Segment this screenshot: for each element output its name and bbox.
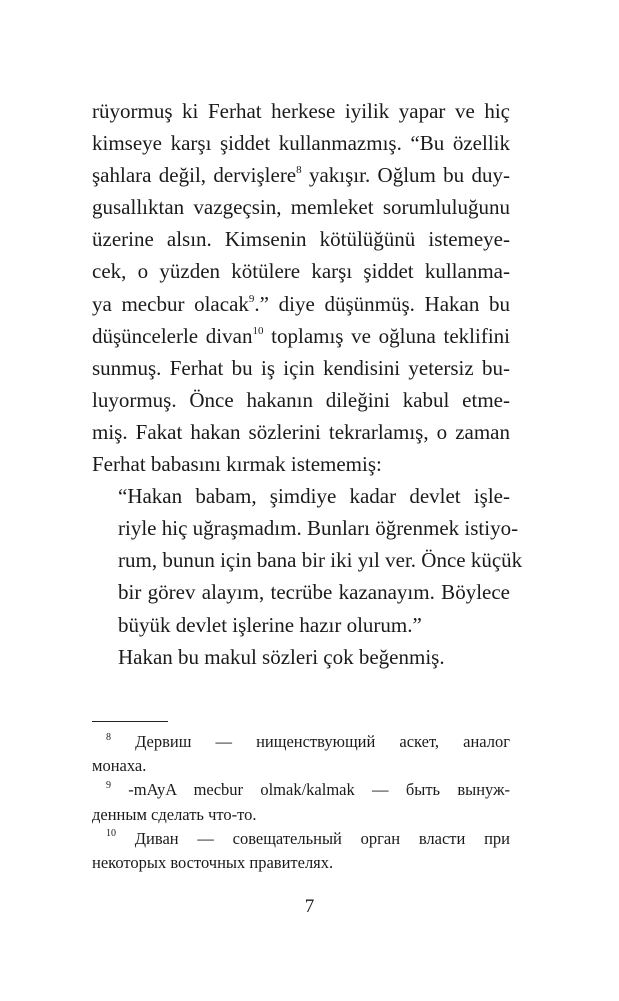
text-line <box>92 609 510 641</box>
text-line <box>92 641 510 673</box>
text-line <box>92 223 510 255</box>
footnote-number: 8 <box>106 731 111 743</box>
text-run: büyük devlet işlerine hazır olurum.” <box>118 612 422 637</box>
text-run: yakışır. Oğlum bu duy- <box>301 163 510 188</box>
text-line <box>92 191 510 223</box>
text-run: “Hakan babam, şimdiye kadar devlet işle- <box>118 484 510 509</box>
text-line <box>92 384 510 416</box>
text-run: Hakan bu makul sözleri çok beğenmiş. <box>118 644 445 669</box>
footnote-text: Диван — совещательный орган власти при <box>134 828 511 848</box>
text-line <box>92 320 510 352</box>
footnote-text: денным сделать что-то. <box>92 804 257 824</box>
paragraph <box>92 480 523 640</box>
text-run: rum, bunun için bana bir iki yıl ver. Önce küçük <box>118 548 523 573</box>
text-line <box>92 448 510 480</box>
footnote-text: некоторых восточных правителях. <box>92 853 334 873</box>
text-line <box>92 512 519 544</box>
text-run: riyle hiç uğraşmadım. Bunları öğrenmek istiyo- <box>118 516 519 541</box>
text-run: gusallıktan vazgeçsin, memleket sorumluluğunu <box>92 195 510 220</box>
footnote-number: 10 <box>106 828 116 840</box>
footnote-line <box>92 754 510 778</box>
text-run: şahlara değil, dervişlere <box>92 163 297 188</box>
text-run: toplamış ve oğluna teklifini <box>263 323 510 348</box>
text-run: kimseye karşı şiddet kullanmazmış. “Bu özellik <box>92 131 510 156</box>
footnote <box>92 778 510 826</box>
text-line <box>92 352 510 384</box>
paragraph <box>92 95 510 480</box>
footnote-line <box>92 851 510 875</box>
footnote-line <box>92 803 510 827</box>
footnote-line <box>92 827 510 851</box>
text-run: rüyormuş ki Ferhat herkese iyilik yapar ve hiç <box>92 99 510 123</box>
footnote <box>92 827 510 875</box>
footnote-marker: 8 <box>296 164 302 177</box>
text-run: cek, o yüzden kötülere karşı şiddet kullanma- <box>92 259 510 284</box>
text-line <box>92 95 510 127</box>
footnote-line <box>92 778 510 802</box>
main-text <box>92 95 523 673</box>
footnote-line <box>92 730 510 754</box>
text-run: üzerine alsın. Kimsenin kötülüğünü istemeye- <box>92 227 510 252</box>
text-run: düşüncelerle divan <box>92 323 253 348</box>
text-line <box>92 288 510 320</box>
text-run: .” diye düşünmüş. Hakan bu <box>254 291 510 316</box>
text-run: Ferhat babasını kırmak istememiş: <box>92 452 382 477</box>
footnote-text: Дервиш — нищенствующий аскет, аналог <box>135 732 511 751</box>
footnote-marker: 10 <box>252 324 264 337</box>
footnote-marker: 9 <box>248 292 255 305</box>
footnote-number: 9 <box>106 779 111 791</box>
footnote <box>92 730 510 778</box>
footnote-text: -mAyA mecbur olmak/kalmak — быть вынуж- <box>128 780 510 800</box>
text-run: ya mecbur olacak <box>92 291 249 316</box>
text-line <box>92 480 510 512</box>
page-number: 7 <box>304 896 315 917</box>
text-line <box>92 255 510 287</box>
text-run: sunmuş. Ferhat bu iş için kendisini yetersiz bu- <box>92 355 510 380</box>
text-line <box>92 127 510 159</box>
text-run: miş. Fakat hakan sözlerini tekrarlamış, o zaman <box>92 419 510 444</box>
paragraph <box>92 641 510 673</box>
text-line <box>92 576 510 608</box>
footnotes <box>92 730 510 875</box>
text-run: bir görev alayım, tecrübe kazanayım. Böylece <box>118 580 510 605</box>
footnote-text: монаха. <box>92 756 147 776</box>
footnote-separator <box>92 721 168 722</box>
text-run: luyormuş. Önce hakanın dileğini kabul etme- <box>92 387 510 412</box>
text-line <box>92 544 523 576</box>
text-line <box>92 416 510 448</box>
text-line <box>92 159 510 191</box>
